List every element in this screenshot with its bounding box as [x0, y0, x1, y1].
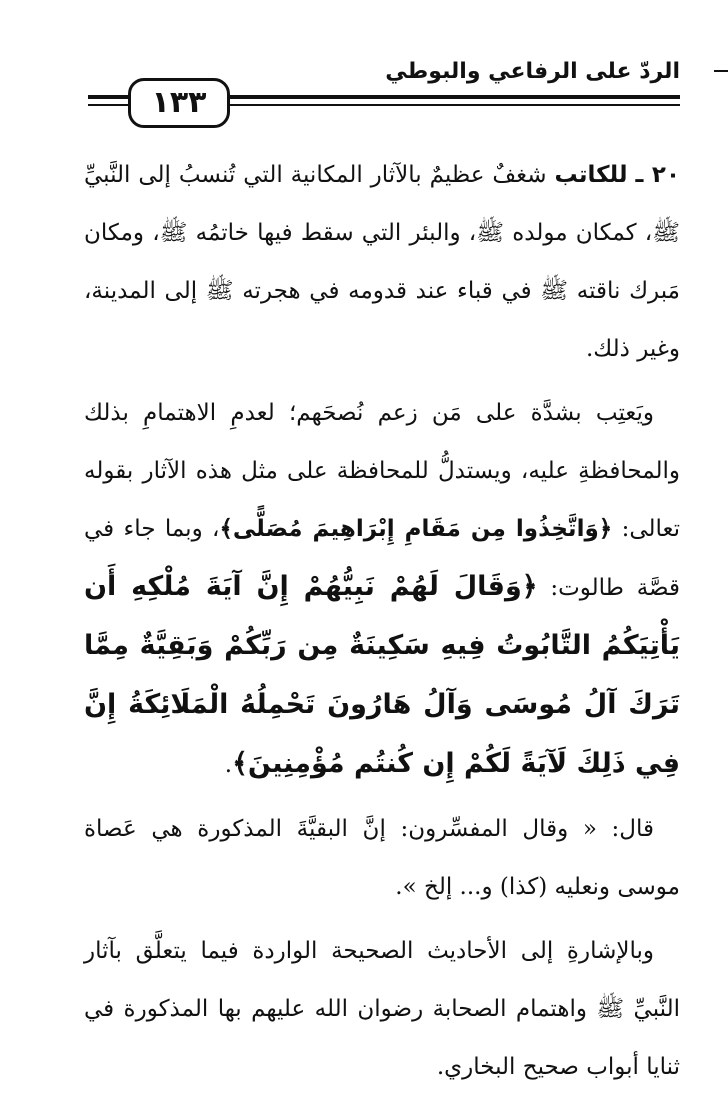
running-title: الردّ على الرفاعي والبوطي: [385, 59, 680, 84]
quran-verse-ibrahim: ﴿وَاتَّخِذُوا مِن مَقَامِ إِبْرَاهِيمَ مُصَلًّى﴾: [219, 516, 613, 542]
quran-verse-talut: ﴿وَقَالَ لَهُمْ نَبِيُّهُمْ إِنَّ آيَةَ مُلْكِهِ أَن يَأْتِيَكُمُ التَّابُوتُ فِيهِ سَكِينَةٌ مِن رَبِّكُمْ وَبَقِيَّةٌ مِمَّا تَرَكَ آلُ مُوسَى وَآلُ هَارُونَ تَحْمِلُهُ الْمَلَائِكَةُ إِنَّ فِي ذَلِكَ لَآيَةً لَكُمْ إِن كُنتُم مُؤْمِنِينَ﴾: [84, 571, 680, 779]
item-label: للكاتب: [554, 162, 628, 188]
paragraph-2-text-before: ويَعتِب بشدَّة على مَن زعم نُصحَهم؛ لعدمِ الاهتمامِ بذلك والمحافظةِ عليه، ويستدلُّ للمحافظة على مثل هذه الآثار بقوله تعالى:: [84, 400, 681, 542]
paragraph-2-text-middle: ، وبما جاء في قصَّة طالوت:: [84, 516, 680, 601]
item-number: ٢٠ ـ: [635, 162, 680, 188]
main-text: [84, 146, 680, 1102]
paragraph-1: [84, 146, 680, 378]
paragraph-2-text-after: .: [224, 752, 233, 778]
paragraph-4: وبالإشارةِ إلى الأحاديث الصحيحة الواردة فيما يتعلَّق بآثار النَّبيِّ ﷺ واهتمام الصحابة رضوان الله عليهم بها المذكورة في ثنايا أبواب صحيح البخاري.: [84, 938, 680, 1080]
paragraph-1-text: شغفٌ عظيمٌ بالآثار المكانية التي تُنسبُ إلى النَّبيِّ ﷺ، كمكان مولده ﷺ، والبئر التي سقط فيها خاتمُه ﷺ، ومكان مَبرك ناقته ﷺ في قباء عند قدومه في هجرته ﷺ إلى المدينة، وغير ذلك.: [84, 162, 680, 362]
page-edge-mark: [714, 70, 728, 72]
paragraph-3: قال: « وقال المفسِّرون: إنَّ البقيَّةَ المذكورة هي عَصاة موسى ونعليه (كذا) و... إلخ ».: [84, 816, 680, 900]
page-number: ١٣٣: [128, 78, 230, 128]
paragraph-2: [84, 384, 680, 794]
